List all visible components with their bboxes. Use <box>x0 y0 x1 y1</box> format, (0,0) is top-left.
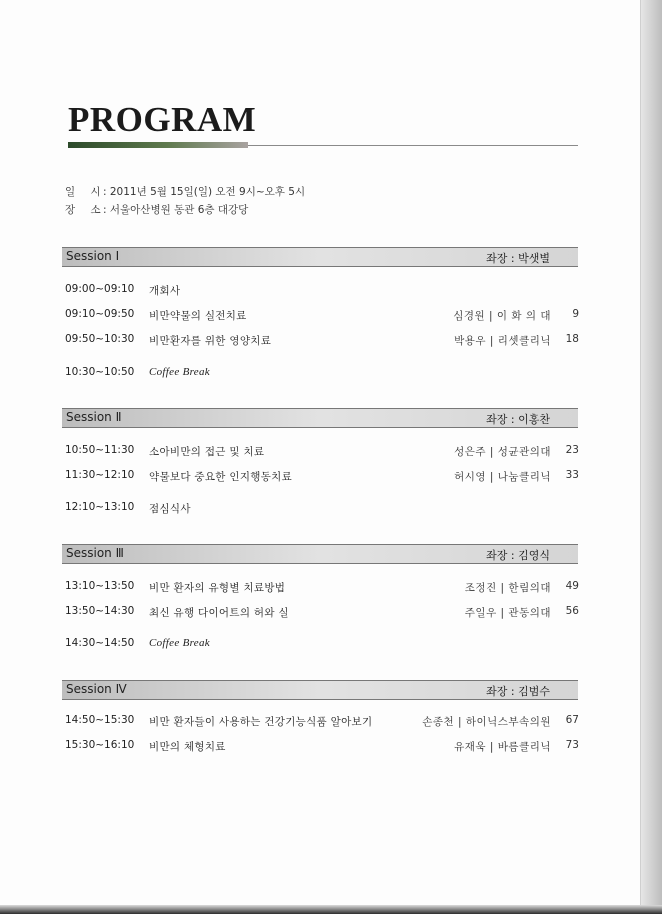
date-value: : 2011년 5월 15일(일) 오전 9시~오후 5시 <box>103 186 306 198</box>
place-label: 장 소 <box>65 204 107 216</box>
program-row <box>65 714 579 730</box>
row-time: 09:00~09:10 <box>65 283 135 295</box>
row-topic: 약물보다 중요한 인지행동치료 <box>149 471 293 483</box>
session-header <box>62 544 578 564</box>
row-time: 12:10~13:10 <box>65 501 135 513</box>
program-row <box>65 333 579 349</box>
program-row <box>65 283 579 299</box>
row-page-number: 23 <box>565 444 579 456</box>
page-edge-shadow <box>641 0 662 905</box>
date-label: 일 시 <box>65 186 107 198</box>
row-page-number: 73 <box>565 739 579 751</box>
row-speaker: 유재욱 | 바름클리닉 <box>454 741 551 753</box>
row-speaker: 손종천 | 하이닉스부속의원 <box>422 716 551 728</box>
row-speaker: 박용우 | 리셋클리닉 <box>454 335 551 347</box>
row-topic: 비만 환자의 유형별 치료방법 <box>149 582 286 594</box>
program-row <box>65 308 579 324</box>
session-chair: 좌장 : 이홍찬 <box>486 413 550 426</box>
row-time: 14:30~14:50 <box>65 637 135 649</box>
program-row <box>65 739 579 755</box>
row-time: 15:30~16:10 <box>65 739 135 751</box>
row-time: 09:10~09:50 <box>65 308 135 320</box>
session-chair: 좌장 : 김영식 <box>486 549 550 562</box>
row-topic: 비만약물의 실전치료 <box>149 310 247 322</box>
row-topic: 비만환자를 위한 영양치료 <box>149 335 272 347</box>
session-title: Session Ⅰ <box>66 249 120 263</box>
event-date <box>65 184 305 199</box>
row-time: 13:50~14:30 <box>65 605 135 617</box>
program-row <box>65 580 579 596</box>
session-header <box>62 680 578 700</box>
event-place <box>65 202 248 217</box>
session-4 <box>62 680 579 753</box>
row-time: 11:30~12:10 <box>65 469 135 481</box>
row-topic: Coffee Break <box>149 637 210 649</box>
row-time: 09:50~10:30 <box>65 333 135 345</box>
row-time: 10:50~11:30 <box>65 444 135 456</box>
row-page-number: 56 <box>565 605 579 617</box>
row-time: 10:30~10:50 <box>65 366 135 378</box>
title-underline-accent <box>68 142 248 148</box>
program-row <box>65 605 579 621</box>
row-page-number: 49 <box>565 580 579 592</box>
row-time: 13:10~13:50 <box>65 580 135 592</box>
program-row <box>65 444 579 460</box>
title-underline-rule <box>248 145 578 146</box>
row-topic: 비만의 체형치료 <box>149 741 226 753</box>
row-speaker: 성은주 | 성균관의대 <box>454 446 551 458</box>
session-header <box>62 247 578 267</box>
row-topic: 비만 환자들이 사용하는 건강기능식품 알아보기 <box>149 716 373 728</box>
program-row <box>65 637 579 653</box>
row-topic: 최신 유행 다이어트의 허와 실 <box>149 607 289 619</box>
row-speaker: 허시영 | 나눔클리닉 <box>454 471 551 483</box>
scan-bottom-edge <box>0 905 662 914</box>
place-value: : 서울아산병원 동관 6층 대강당 <box>103 204 249 216</box>
page-title: PROGRAM <box>68 100 257 139</box>
row-topic: 점심식사 <box>149 503 191 515</box>
session-chair: 좌장 : 박샛별 <box>486 252 550 265</box>
row-page-number: 18 <box>565 333 579 345</box>
session-chair: 좌장 : 김범수 <box>486 685 550 698</box>
row-topic: 개회사 <box>149 285 181 297</box>
row-speaker: 조정진 | 한림의대 <box>464 582 551 594</box>
session-header <box>62 408 578 428</box>
row-time: 14:50~15:30 <box>65 714 135 726</box>
row-speaker: 심경원 | 이 화 의 대 <box>453 310 551 322</box>
session-title: Session Ⅲ <box>66 546 124 560</box>
session-title: Session Ⅳ <box>66 682 127 696</box>
session-title: Session Ⅱ <box>66 410 122 424</box>
row-page-number: 67 <box>565 714 579 726</box>
program-row <box>65 501 579 517</box>
row-topic: Coffee Break <box>149 366 210 378</box>
session-2 <box>62 408 579 515</box>
program-row <box>65 366 579 382</box>
row-speaker: 주일우 | 관동의대 <box>464 607 551 619</box>
program-row <box>65 469 579 485</box>
session-1 <box>62 247 579 378</box>
row-page-number: 33 <box>565 469 579 481</box>
row-topic: 소아비만의 접근 및 치료 <box>149 446 265 458</box>
session-3 <box>62 544 579 649</box>
row-page-number: 9 <box>572 308 579 320</box>
